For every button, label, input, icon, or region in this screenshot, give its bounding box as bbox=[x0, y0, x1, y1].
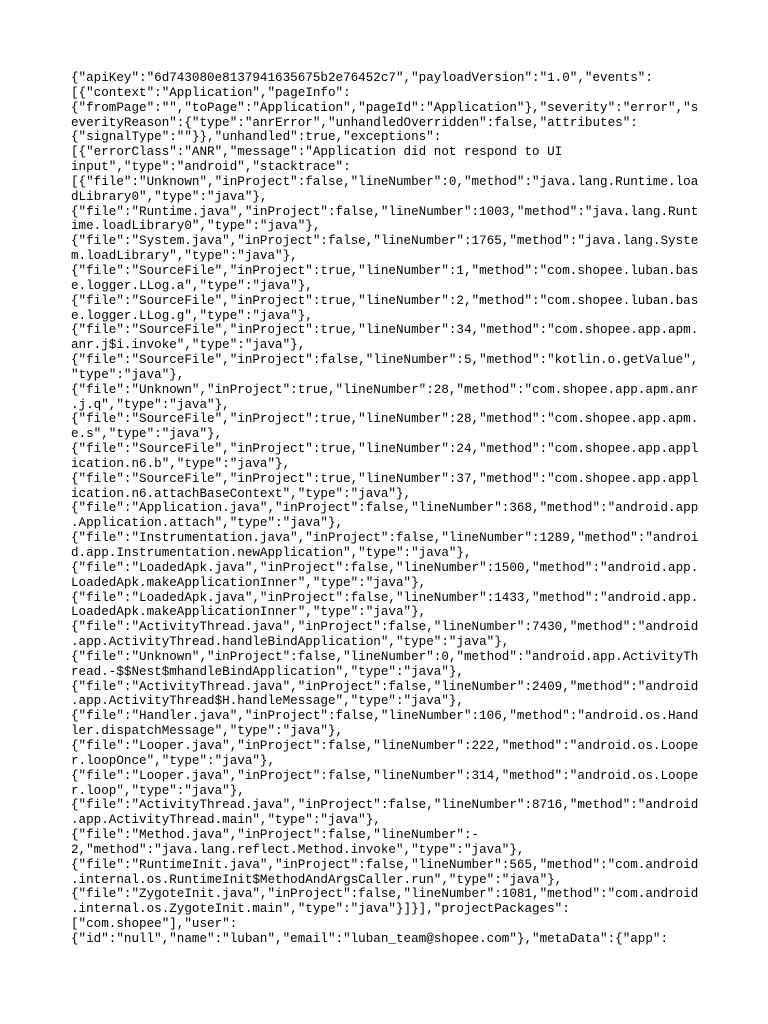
payload-line: {"file":"Looper.java","inProject":false,"lineNumber":222,"method":"android.os.Loope bbox=[71, 738, 699, 753]
payload-line: e.s","type":"java"}, bbox=[71, 427, 223, 442]
payload-line: LoadedApk.makeApplicationInner","type":"java"}, bbox=[71, 605, 427, 620]
payload-line: "type":"java"}, bbox=[71, 367, 185, 382]
payload-line: ication.n6.attachBaseContext","type":"java"}, bbox=[71, 486, 412, 501]
payload-line: ime.loadLibrary0","type":"java"}, bbox=[71, 219, 321, 234]
payload-line: .internal.os.RuntimeInit$MethodAndArgsCaller.run","type":"java"}, bbox=[71, 872, 563, 887]
payload-line: .j.q","type":"java"}, bbox=[71, 397, 230, 412]
payload-line: .app.ActivityThread.main","type":"java"}, bbox=[71, 813, 381, 828]
payload-line: [{"errorClass":"ANR","message":"Application did not respond to UI bbox=[71, 145, 563, 160]
payload-line: 2,"method":"java.lang.reflect.Method.invoke","type":"java"}, bbox=[71, 842, 525, 857]
payload-line: {"id":"null","name":"luban","email":"luban_team@shopee.com"},"metaData":{"app": bbox=[71, 931, 669, 946]
payload-line: ication.n6.b","type":"java"}, bbox=[71, 456, 291, 471]
payload-line: {"file":"Unknown","inProject":true,"lineNumber":28,"method":"com.shopee.app.apm.anr bbox=[71, 382, 699, 397]
payload-line: .Application.attach","type":"java"}, bbox=[71, 516, 344, 531]
payload-line: {"file":"LoadedApk.java","inProject":false,"lineNumber":1433,"method":"android.app. bbox=[71, 590, 699, 605]
payload-line: {"file":"Runtime.java","inProject":false,"lineNumber":1003,"method":"java.lang.Runt bbox=[71, 204, 699, 219]
payload-line: read.-$$Nest$mhandleBindApplication","type":"java"}, bbox=[71, 664, 464, 679]
payload-line: anr.j$i.invoke","type":"java"}, bbox=[71, 338, 306, 353]
payload-line: .internal.os.ZygoteInit.main","type":"java"}]}],"projectPackages": bbox=[71, 902, 570, 917]
payload-line: {"file":"SourceFile","inProject":true,"lineNumber":28,"method":"com.shopee.app.apm. bbox=[71, 412, 699, 427]
payload-line: {"file":"System.java","inProject":false,"lineNumber":1765,"method":"java.lang.Syste bbox=[71, 234, 699, 249]
payload-line: m.loadLibrary","type":"java"}, bbox=[71, 249, 298, 264]
payload-line: {"file":"SourceFile","inProject":true,"lineNumber":34,"method":"com.shopee.app.apm. bbox=[71, 323, 699, 338]
payload-line: {"fromPage":"","toPage":"Application","pageId":"Application"},"severity":"error","s bbox=[71, 100, 699, 115]
payload-line: {"file":"SourceFile","inProject":true,"lineNumber":1,"method":"com.shopee.luban.bas bbox=[71, 263, 699, 278]
payload-line: {"file":"Handler.java","inProject":false,"lineNumber":106,"method":"android.os.Hand bbox=[71, 709, 699, 724]
payload-line: [{"file":"Unknown","inProject":false,"lineNumber":0,"method":"java.lang.Runtime.loa bbox=[71, 174, 699, 189]
payload-line: r.loopOnce","type":"java"}, bbox=[71, 753, 276, 768]
payload-line: dLibrary0","type":"java"}, bbox=[71, 189, 268, 204]
payload-line: {"file":"ActivityThread.java","inProject":false,"lineNumber":7430,"method":"android bbox=[71, 620, 699, 635]
payload-line: {"file":"Application.java","inProject":false,"lineNumber":368,"method":"android.app bbox=[71, 501, 699, 516]
payload-line: ["com.shopee"],"user": bbox=[71, 917, 238, 932]
payload-line: {"file":"Method.java","inProject":false,"lineNumber":- bbox=[71, 828, 480, 843]
payload-line: ler.dispatchMessage","type":"java"}, bbox=[71, 724, 344, 739]
payload-line: {"file":"RuntimeInit.java","inProject":false,"lineNumber":565,"method":"com.android bbox=[71, 857, 699, 872]
json-payload-text bbox=[71, 71, 699, 947]
payload-line: {"file":"SourceFile","inProject":true,"lineNumber":2,"method":"com.shopee.luban.bas bbox=[71, 293, 699, 308]
payload-line: {"file":"SourceFile","inProject":true,"lineNumber":24,"method":"com.shopee.app.appl bbox=[71, 442, 699, 457]
payload-line: LoadedApk.makeApplicationInner","type":"java"}, bbox=[71, 575, 427, 590]
payload-line: {"file":"ActivityThread.java","inProject":false,"lineNumber":8716,"method":"android bbox=[71, 798, 699, 813]
payload-line: d.app.Instrumentation.newApplication","type":"java"}, bbox=[71, 546, 472, 560]
payload-line: .app.ActivityThread$H.handleMessage","type":"java"}, bbox=[71, 694, 464, 709]
payload-line: e.logger.LLog.g","type":"java"}, bbox=[71, 308, 313, 323]
payload-line: {"file":"SourceFile","inProject":false,"lineNumber":5,"method":"kotlin.o.getValue", bbox=[71, 353, 699, 368]
payload-line: {"signalType":""}},"unhandled":true,"exceptions": bbox=[71, 130, 442, 145]
payload-line: {"file":"Instrumentation.java","inProject":false,"lineNumber":1289,"method":"androi bbox=[71, 531, 699, 546]
payload-line: e.logger.LLog.a","type":"java"}, bbox=[71, 278, 313, 293]
payload-line: r.loop","type":"java"}, bbox=[71, 783, 245, 798]
payload-line: {"file":"ActivityThread.java","inProject":false,"lineNumber":2409,"method":"android bbox=[71, 679, 699, 694]
payload-line: {"file":"Unknown","inProject":false,"lineNumber":0,"method":"android.app.ActivityTh bbox=[71, 649, 699, 664]
payload-line: {"file":"SourceFile","inProject":true,"lineNumber":37,"method":"com.shopee.app.appl bbox=[71, 471, 699, 486]
payload-line: {"apiKey":"6d743080e8137941635675b2e76452c7","payloadVersion":"1.0","events": bbox=[71, 71, 653, 85]
payload-line: [{"context":"Application","pageInfo": bbox=[71, 85, 351, 100]
payload-line: everityReason":{"type":"anrError","unhandledOverridden":false,"attributes": bbox=[71, 115, 638, 130]
payload-line: {"file":"ZygoteInit.java","inProject":false,"lineNumber":1081,"method":"com.android bbox=[71, 887, 699, 902]
payload-line: input","type":"android","stacktrace": bbox=[71, 160, 351, 175]
payload-line: {"file":"LoadedApk.java","inProject":false,"lineNumber":1500,"method":"android.app. bbox=[71, 560, 699, 575]
payload-line: .app.ActivityThread.handleBindApplication","type":"java"}, bbox=[71, 635, 510, 650]
payload-line: {"file":"Looper.java","inProject":false,"lineNumber":314,"method":"android.os.Loope bbox=[71, 768, 699, 783]
